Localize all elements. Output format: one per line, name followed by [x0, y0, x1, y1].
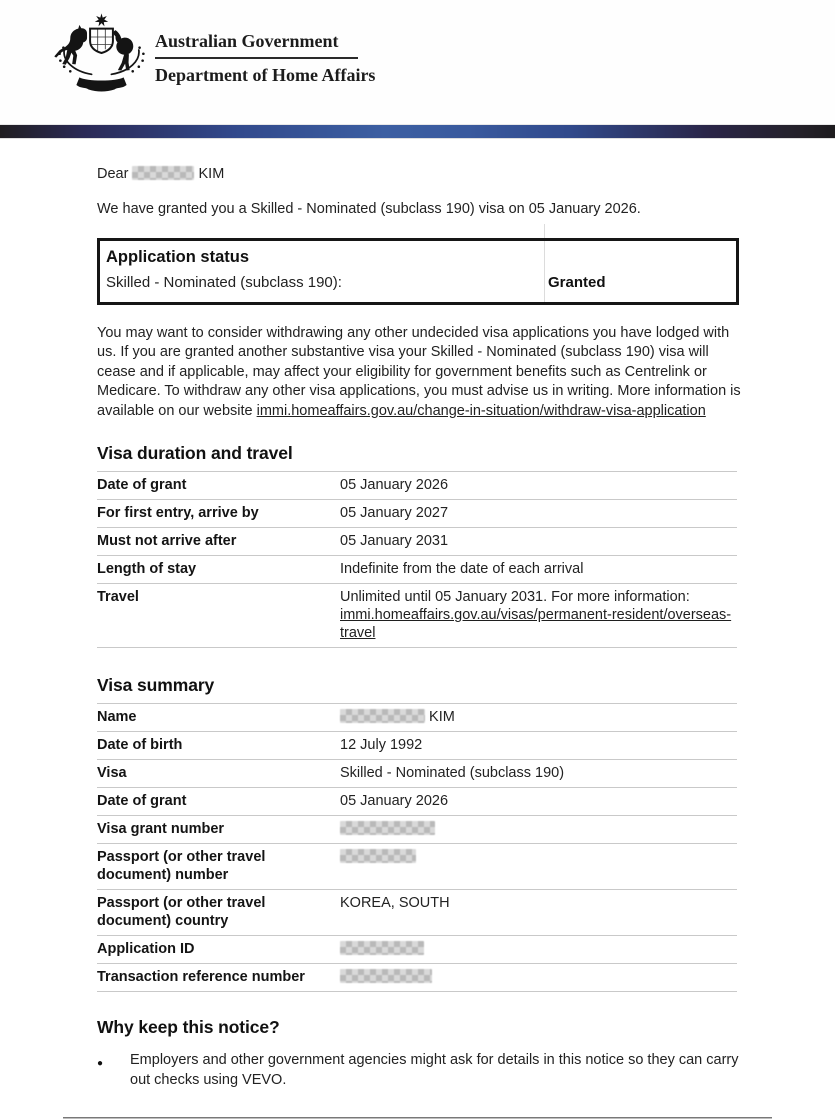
- redacted-given-name: [132, 166, 194, 180]
- table-row: [97, 472, 737, 500]
- row-label: Transaction reference number: [97, 969, 305, 986]
- bullet-icon: ●: [97, 1058, 104, 1070]
- application-status-box: [97, 238, 739, 305]
- row-value: KOREA, SOUTH: [340, 895, 450, 912]
- row-label: Travel: [97, 589, 139, 606]
- withdraw-advice-paragraph: [97, 324, 742, 421]
- row-value: 05 January 2031: [340, 533, 449, 550]
- table-row: [97, 500, 737, 528]
- row-label: Passport (or other travel document) number: [97, 849, 266, 884]
- greeting-line: [97, 166, 737, 182]
- row-value: [340, 584, 737, 648]
- application-status-section: [97, 238, 737, 305]
- table-row: [97, 556, 737, 584]
- withdraw-visa-application-link[interactable]: immi.homeaffairs.gov.au/change-in-situation/withdraw-visa-application: [256, 402, 706, 419]
- greeting-prefix: Dear: [97, 166, 129, 182]
- row-value: [340, 704, 737, 732]
- status-box-title: Application status: [106, 248, 250, 266]
- row-value: 12 July 1992: [340, 737, 423, 754]
- table-row: [97, 816, 737, 844]
- visa-duration-heading: Visa duration and travel: [97, 443, 293, 464]
- row-label: Name: [97, 709, 137, 726]
- row-value: [340, 964, 737, 992]
- row-value: [340, 844, 737, 890]
- table-row: [97, 732, 737, 760]
- table-row: [97, 936, 737, 964]
- row-value: Skilled - Nominated (subclass 190): [340, 765, 565, 782]
- travel-value-text: Unlimited until 05 January 2031. For more information:: [340, 589, 690, 606]
- row-value: 05 January 2026: [340, 477, 449, 494]
- list-item: [97, 1051, 742, 1090]
- table-row: [97, 528, 737, 556]
- why-keep-notice-list: [97, 1051, 742, 1090]
- visa-duration-table: [97, 471, 737, 648]
- kangaroo-icon: [54, 25, 87, 65]
- australian-coat-of-arms-icon: [52, 7, 151, 99]
- department-name: Department of Home Affairs: [155, 64, 376, 85]
- visa-summary-table: [97, 703, 737, 992]
- row-label: Date of birth: [97, 737, 183, 754]
- status-visa-label: Skilled - Nominated (subclass 190):: [106, 274, 342, 291]
- row-value: [340, 936, 737, 964]
- row-value: 05 January 2026: [340, 793, 449, 810]
- table-row: [97, 964, 737, 992]
- row-label: Date of grant: [97, 793, 187, 810]
- row-label: Visa: [97, 765, 127, 782]
- table-row: [97, 704, 737, 732]
- table-row: [97, 890, 737, 936]
- letterhead: [0, 0, 835, 124]
- redacted-given-name: [340, 709, 425, 723]
- row-value: Indefinite from the date of each arrival: [340, 561, 584, 578]
- header-accent-bar: [0, 124, 835, 139]
- emu-icon: [114, 30, 134, 70]
- greeting-surname: KIM: [198, 166, 225, 182]
- row-value: 05 January 2027: [340, 505, 449, 522]
- agency-titles: [155, 31, 375, 86]
- table-row: [97, 844, 737, 890]
- why-keep-notice-heading: Why keep this notice?: [97, 1017, 280, 1038]
- row-label: For first entry, arrive by: [97, 505, 259, 522]
- row-value: [340, 816, 737, 844]
- table-row: [97, 760, 737, 788]
- name-surname: KIM: [429, 709, 455, 726]
- grant-intro-line: We have granted you a Skilled - Nominated (subclass 190) visa on 05 January 2026.: [97, 201, 641, 217]
- banner-ribbon: [76, 77, 126, 91]
- row-label: Visa grant number: [97, 821, 225, 838]
- redacted-transaction-reference: [340, 969, 432, 983]
- row-label: Application ID: [97, 941, 195, 958]
- bullet-text: Employers and other government agencies might ask for details in this notice so they can carry out checks using VEVO.: [130, 1052, 739, 1088]
- redacted-visa-grant-number: [340, 821, 435, 835]
- status-row: [106, 274, 728, 291]
- row-label: Must not arrive after: [97, 533, 237, 550]
- agency-name: Australian Government: [155, 31, 339, 51]
- row-label: Date of grant: [97, 477, 187, 494]
- status-value-granted: Granted: [548, 274, 606, 291]
- visa-summary-heading: Visa summary: [97, 675, 215, 696]
- commonwealth-star-icon: [95, 13, 108, 26]
- withdraw-advice-text: You may want to consider withdrawing any other undecided visa applications you have lodged with us. If you are granted another substantive visa your Skilled - Nominated (subclass 190) visa will cease and if applicable, may affect your eligibility for government benefits such as Centrelink or Medicare. To withdraw any other visa applications, you must advise us in writing. More information is available on our website: [97, 325, 741, 419]
- redacted-application-id: [340, 941, 424, 955]
- table-row: [97, 584, 737, 648]
- row-label: Passport (or other travel document) country: [97, 895, 266, 930]
- redacted-passport-number: [340, 849, 416, 863]
- table-row: [97, 788, 737, 816]
- overseas-travel-link[interactable]: immi.homeaffairs.gov.au/visas/permanent-resident/overseas-travel: [340, 607, 732, 642]
- agency-separator: [155, 57, 358, 59]
- row-label: Length of stay: [97, 561, 197, 578]
- letter-body: [0, 166, 835, 1090]
